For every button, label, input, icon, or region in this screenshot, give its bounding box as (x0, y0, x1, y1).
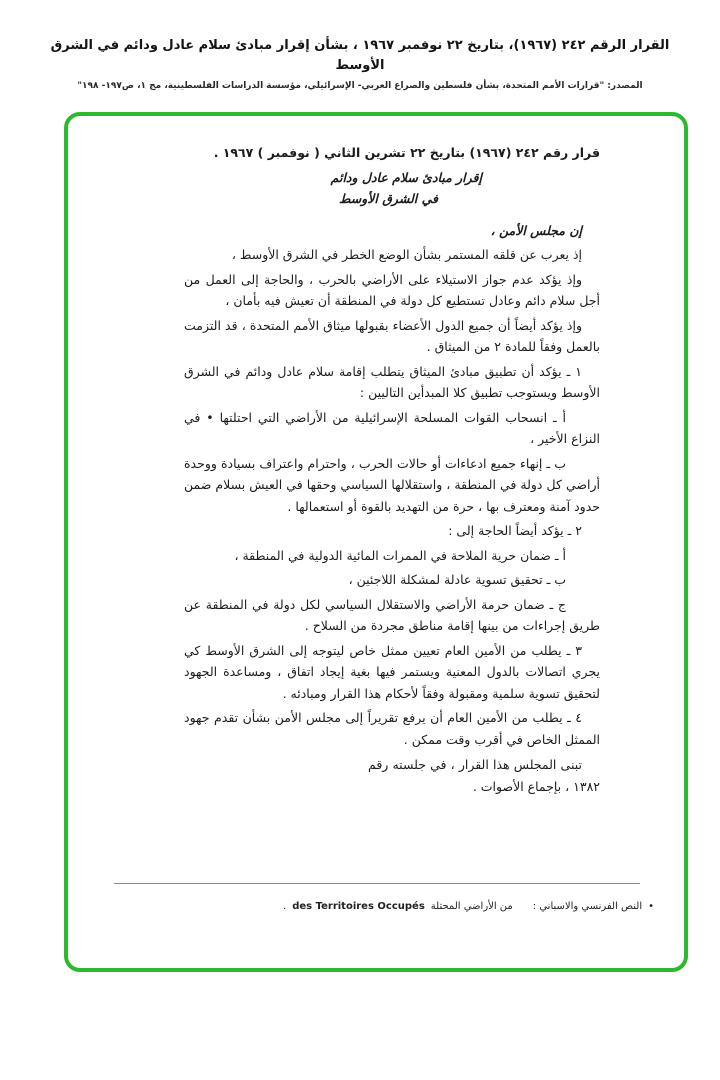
doc-operative-paragraph-3: ٣ ـ يطلب من الأمين العام تعيين ممثل خاص ليتوجه إلى الشرق الأوسط كي يجري اتصالات بالدول المعنية ويستمر فيها بغية إيجاد اتفاق ، ومساعدة الجهود لتحقيق تسوية سلمية ومقبولة وفقاً لأحكام هذا القرار ومبادئه . (184, 642, 600, 701)
footnote-french-phrase: des Territoires Occupés (292, 901, 425, 912)
doc-subparagraph-2b: ب ـ تحقيق تسوية عادلة لمشكلة اللاجئين ، (348, 572, 566, 587)
resolution-header-title: القرار الرقم ٢٤٢ (١٩٦٧)، بتاريخ ٢٢ نوفمبر ١٩٦٧ ، بشأن إقرار مبادئ سلام عادل ودائم في الشرق الأوسط (50, 38, 670, 74)
doc-subtitle-line-1: إقرار مبادئ سلام عادل ودائم (330, 169, 482, 185)
doc-preamble-paragraph-3: وإذ يؤكد أيضاً أن جميع الدول الأعضاء بقبولها ميثاق الأمم المتحدة ، قد التزمت بالعمل وفقاً للمادة ٢ من الميثاق . (184, 317, 600, 354)
footnote-marker: • (648, 901, 654, 912)
footnote-arabic-phrase: من الأراضي المحتلة (430, 901, 513, 912)
doc-subparagraph-2a: أ ـ ضمان حرية الملاحة في الممرات المائية الدولية في المنطقة ، (234, 547, 566, 563)
doc-subparagraph-1a: أ ـ انسحاب القوات المسلحة الإسرائيلية من الأراضي التي احتلتها • في النزاع الأخير ، (184, 409, 600, 446)
footnote-period: . (283, 901, 287, 912)
doc-subtitle-line-2: في الشرق الأوسط (338, 191, 438, 206)
doc-subparagraph-2c: ج ـ ضمان حرمة الأراضي والاستقلال السياسي لكل دولة في المنطقة عن طريق إجراءات من بينها إقامة مناطق مجردة من السلاح . (184, 596, 600, 633)
source-citation: المصدر: "قرارات الأمم المتحدة، بشأن فلسطين والصراع العربي- الإسرائيلي، مؤسسة الدراسات الفلسطينية، مج ١، ص١٩٧- ١٩٨" (77, 81, 643, 92)
doc-operative-paragraph-1: ١ ـ يؤكد أن تطبيق مبادئ الميثاق يتطلب إقامة سلام عادل ودائم في الشرق الأوسط ويستوجب تطبيق كلا المبدأين التاليين : (184, 363, 600, 400)
footnote (128, 901, 654, 912)
green-border-frame (64, 112, 688, 972)
doc-subparagraph-1b: ب ـ إنهاء جميع ادعاءات أو حالات الحرب ، واحترام واعتراف بسيادة ووحدة أراضي كل دولة في المنطقة ، واستقلالها السياسي وحقها في العيش بسلام ضمن حدود آمنة ومعترف بها ، حرة من التهديد بالقوة أو استعمالها . (184, 455, 600, 514)
page-header (28, 36, 692, 91)
doc-operative-paragraph-4: ٤ ـ يطلب من الأمين العام أن يرفع تقريراً إلى مجلس الأمن بشأن تقدم جهود الممثل الخاص في أقرب وقت ممكن . (184, 710, 600, 747)
document-body (68, 116, 684, 968)
doc-preamble-paragraph-2: وإذ يؤكد عدم جواز الاستيلاء على الأراضي بالحرب ، والحاجة إلى العمل من أجل سلام دائم وعادل تستطيع كل دولة في المنطقة أن تعيش فيه بأمان ، (184, 271, 600, 308)
doc-opening-phrase: إن مجلس الأمن ، (490, 222, 582, 238)
doc-title-line: قرار رقم ٢٤٢ (١٩٦٧) بتاريخ ٢٢ تشرين الثاني ( نوفمبر ) ١٩٦٧ . (213, 145, 600, 160)
footnote-label: النص الفرنسي والاسباني : (532, 901, 643, 912)
doc-adoption-note: تبنى المجلس هذا القرار ، في جلسته رقم ١٣٨٢ ، بإجماع الأصوات . (368, 757, 600, 794)
doc-operative-paragraph-2: ٢ ـ يؤكد أيضاً الحاجة إلى : (448, 523, 582, 538)
footnote-divider (114, 883, 640, 884)
doc-preamble-paragraph-1: إذ يعرب عن قلقه المستمر بشأن الوضع الخطر في الشرق الأوسط ، (231, 247, 582, 262)
